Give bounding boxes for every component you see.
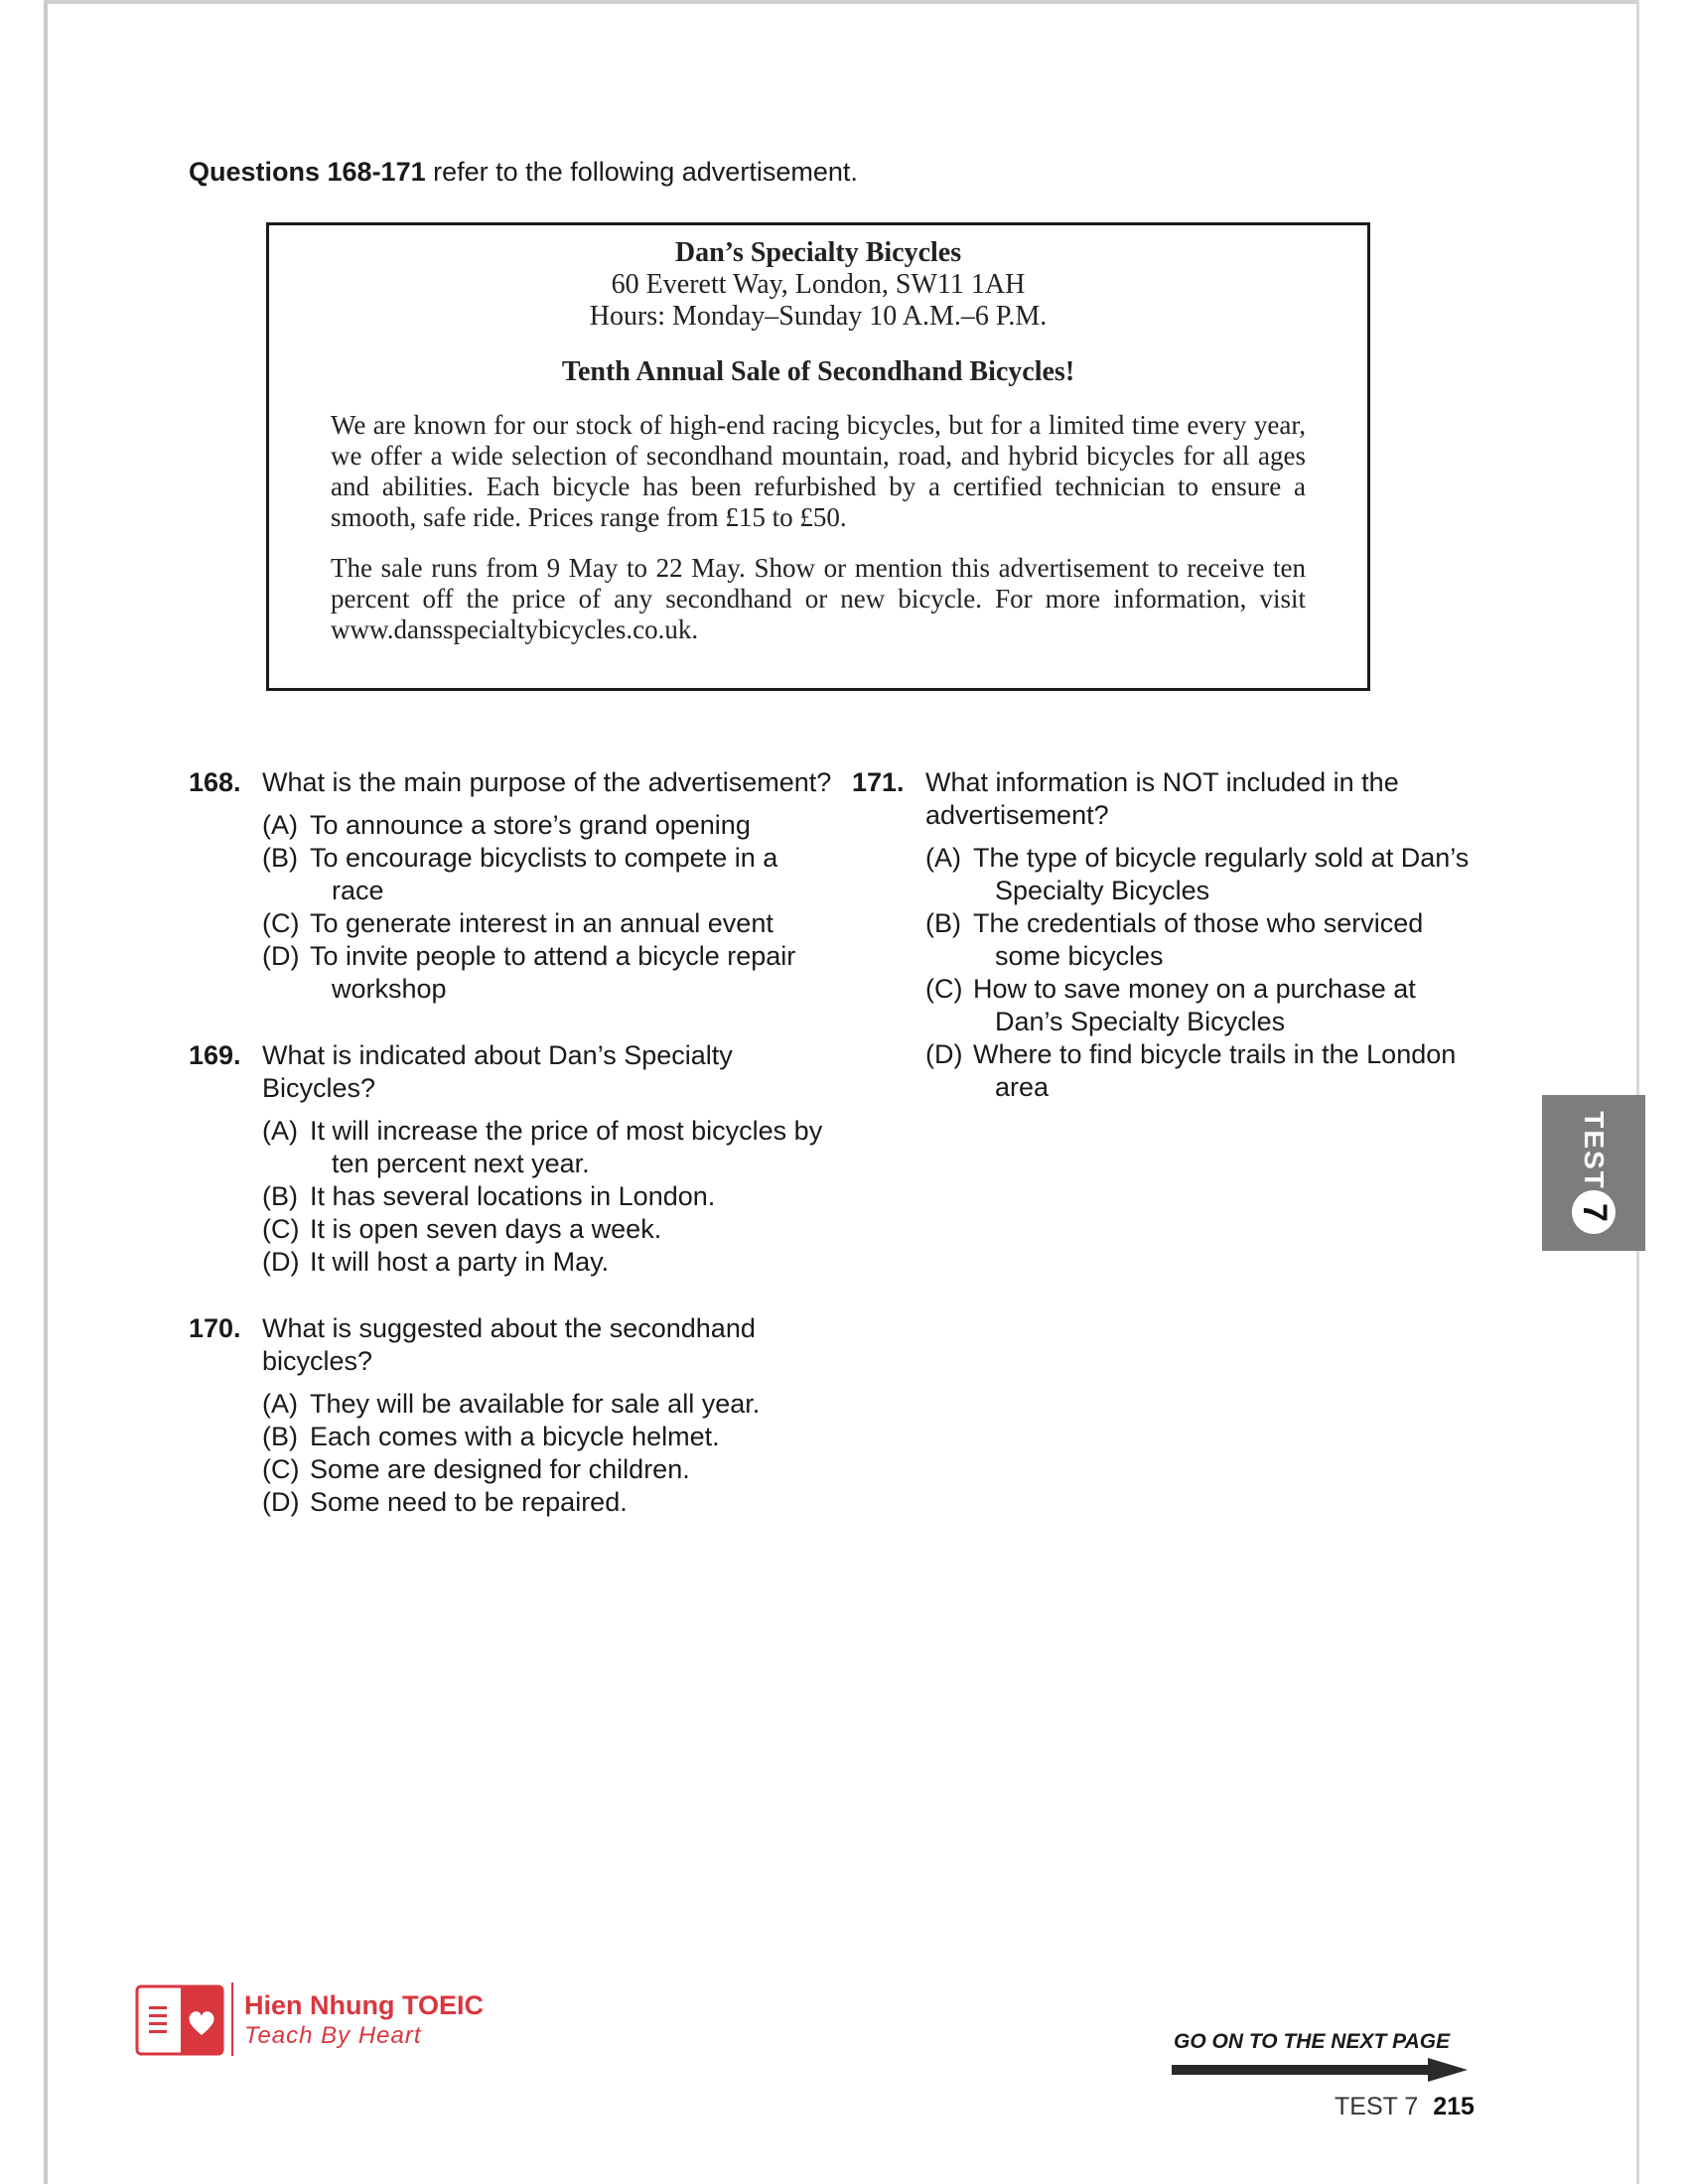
test-tab-badge (1572, 1190, 1616, 1234)
answer-option-b[interactable] (262, 1180, 834, 1213)
option-text: Each comes with a bicycle helmet. (310, 1422, 720, 1451)
test-tab-label: TEST (1579, 1111, 1610, 1190)
question-range: Questions 168-171 (189, 157, 426, 187)
option-letter: (A) (262, 1389, 298, 1419)
question-number: 168. (189, 767, 241, 797)
option-text: To encourage bicyclists to compete in a race (310, 843, 778, 905)
option-text: To generate interest in an annual event (310, 908, 774, 938)
next-page-text: GO ON TO THE NEXT PAGE (1174, 2030, 1451, 2053)
questions-intro (189, 157, 858, 188)
ad-headline: Tenth Annual Sale of Secondhand Bicycles! (561, 356, 1075, 387)
next-page-indicator (1172, 2030, 1470, 2080)
option-text: It has several locations in London. (310, 1181, 716, 1211)
answer-option-a[interactable] (925, 842, 1487, 907)
question-text: What is suggested about the secondhand bicycles? (262, 1313, 756, 1376)
option-letter: (C) (262, 908, 300, 938)
store-hours: Hours: Monday–Sunday 10 A.M.–6 P.M. (589, 301, 1048, 332)
logo-tagline: Teach By Heart (244, 2022, 422, 2049)
question-171 (852, 766, 1487, 1104)
ad-paragraph: We are known for our stock of high-end racing bicycles, but for a limited time every year, we offer a wide selection of secondhand mountain, road, and hybrid bicycles for all ages and abilities. Each bicycle has been refurbished by a certified technician to ensure a smooth, safe ride. Prices range from £15 to £50. (331, 410, 1306, 532)
option-text: It will increase the price of most bicycles by ten percent next year. (310, 1116, 823, 1178)
answer-option-d[interactable] (925, 1038, 1487, 1104)
question-168 (189, 766, 834, 1006)
answer-option-d[interactable] (262, 940, 834, 1006)
store-address: 60 Everett Way, London, SW11 1AH (611, 269, 1026, 300)
answer-option-b[interactable] (262, 842, 834, 907)
answer-option-b[interactable] (925, 907, 1487, 973)
test-section-tab (1542, 1095, 1645, 1251)
answer-option-c[interactable] (262, 1213, 834, 1246)
answer-options (262, 1388, 834, 1519)
answer-option-c[interactable] (262, 907, 834, 940)
arrow-right-icon (1172, 2058, 1470, 2082)
option-letter: (A) (925, 843, 961, 873)
questions-column-right (852, 766, 1487, 1138)
question-text: What information is NOT included in the advertisement? (925, 767, 1399, 830)
question-number: 170. (189, 1313, 241, 1343)
answer-option-d[interactable] (262, 1246, 834, 1279)
option-letter: (B) (925, 908, 961, 938)
intro-text: refer to the following advertisement. (433, 157, 858, 187)
option-text: Where to find bicycle trails in the London area (973, 1039, 1457, 1102)
option-letter: (A) (262, 1116, 298, 1146)
option-text: How to save money on a purchase at Dan’s Specialty Bicycles (973, 974, 1416, 1036)
page-edge-top (44, 0, 1636, 4)
answer-options (925, 842, 1487, 1104)
option-text: It is open seven days a week. (310, 1214, 662, 1244)
advertisement-box (266, 222, 1370, 691)
option-letter: (C) (925, 974, 963, 1004)
option-text: Some need to be repaired. (310, 1487, 628, 1517)
answer-option-b[interactable] (262, 1421, 834, 1453)
book-heart-icon (135, 1980, 226, 2058)
publisher-logo (135, 1980, 532, 2060)
question-169 (189, 1039, 834, 1279)
option-letter: (C) (262, 1214, 300, 1244)
option-text: The credentials of those who serviced some bicycles (973, 908, 1424, 971)
answer-options (262, 1115, 834, 1279)
page-edge-right (1636, 0, 1639, 2184)
question-text: What is the main purpose of the advertisement? (262, 767, 832, 797)
question-text: What is indicated about Dan’s Specialty Bicycles? (262, 1040, 733, 1103)
question-number: 169. (189, 1040, 241, 1070)
option-letter: (D) (262, 1487, 300, 1517)
option-letter: (C) (262, 1454, 300, 1484)
option-letter: (B) (262, 1422, 298, 1451)
option-letter: (B) (262, 1181, 298, 1211)
answer-options (262, 809, 834, 1006)
answer-option-d[interactable] (262, 1486, 834, 1519)
option-text: To announce a store’s grand opening (310, 810, 751, 840)
option-letter: (B) (262, 843, 298, 873)
ad-paragraph: The sale runs from 9 May to 22 May. Show or mention this advertisement to receive ten percent off the price of any secondhand or new bicycle. For more information, visit www.dansspecialtybicycles.co.uk. (331, 553, 1306, 644)
question-170 (189, 1312, 834, 1519)
questions-column-left (189, 766, 834, 1553)
answer-option-a[interactable] (262, 1388, 834, 1421)
option-text: Some are designed for children. (310, 1454, 690, 1484)
option-text: It will host a party in May. (310, 1247, 610, 1277)
option-text: They will be available for sale all year. (310, 1389, 761, 1419)
footer-test-label: TEST 7 (1335, 2093, 1419, 2120)
option-text: To invite people to attend a bicycle repair workshop (310, 941, 796, 1004)
logo-title: Hien Nhung TOEIC (244, 1990, 484, 2020)
option-letter: (D) (262, 941, 300, 971)
option-letter: (D) (925, 1039, 963, 1069)
option-letter: (A) (262, 810, 298, 840)
answer-option-c[interactable] (925, 973, 1487, 1038)
logo-divider (231, 1982, 233, 2056)
page-footer (1335, 2093, 1475, 2121)
ad-header (269, 237, 1367, 333)
test-tab-number: 7 (1575, 1202, 1614, 1222)
page-edge-left (44, 0, 48, 2184)
store-name: Dan’s Specialty Bicycles (674, 237, 962, 268)
page-number: 215 (1433, 2093, 1475, 2120)
option-text: The type of bicycle regularly sold at Dan’s Specialty Bicycles (973, 843, 1470, 905)
option-letter: (D) (262, 1247, 300, 1277)
question-number: 171. (852, 767, 905, 797)
answer-option-a[interactable] (262, 809, 834, 842)
answer-option-a[interactable] (262, 1115, 834, 1180)
answer-option-c[interactable] (262, 1453, 834, 1486)
